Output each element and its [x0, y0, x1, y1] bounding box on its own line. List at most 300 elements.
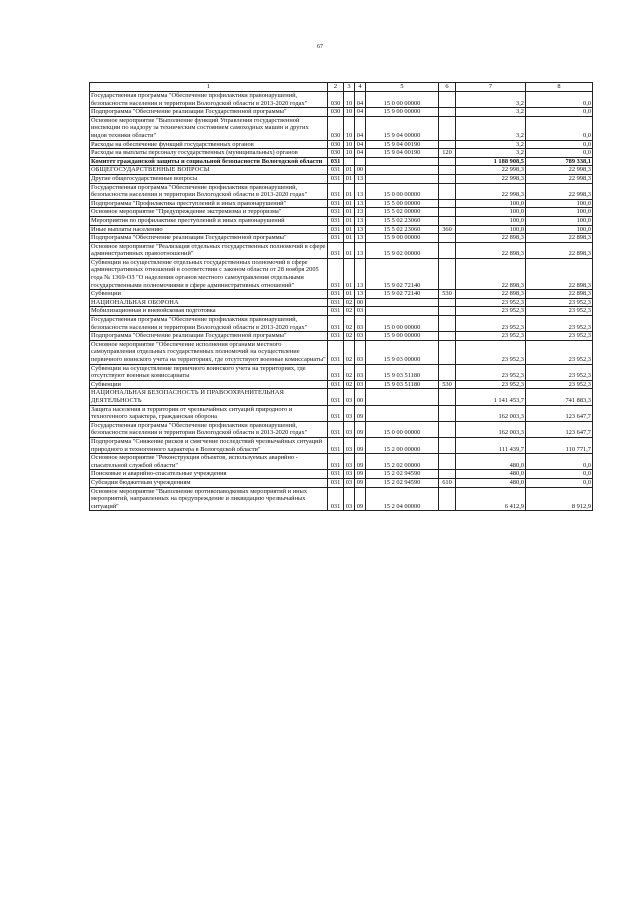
amount-year-2: 100,0 — [526, 216, 593, 225]
admin-code: 030 — [328, 92, 344, 108]
section-code: 03 — [344, 470, 355, 479]
target-article-code: 15 9 00 00000 — [366, 108, 439, 117]
table-row — [90, 316, 593, 332]
expense-type-code — [439, 108, 456, 117]
expense-type-code — [439, 421, 456, 437]
section-code: 03 — [344, 454, 355, 470]
amount-year-1: 100,0 — [456, 208, 526, 217]
amount-year-2: 100,0 — [526, 199, 593, 208]
table-row — [90, 437, 593, 453]
table-row — [90, 149, 593, 158]
row-name: Подпрограмма "Обеспечение реализации Государственной программы" — [90, 234, 328, 243]
row-name: Субвенции — [90, 290, 328, 299]
expense-type-code — [439, 166, 456, 175]
amount-year-1: 23 952,3 — [456, 298, 526, 307]
row-name: Комитет гражданской защиты и социальной безопасности Вологодской области — [90, 157, 328, 166]
amount-year-1: 162 003,3 — [456, 405, 526, 421]
amount-year-2: 0,0 — [526, 108, 593, 117]
section-code: 01 — [344, 234, 355, 243]
row-name: Государственная программа "Обеспечение профилактики правонарушений, безопасности населения и территории Вологодской области в 2013-2020 годах" — [90, 316, 328, 332]
row-name: Субвенции на осуществление первичного воинского учета на территориях, где отсутствуют военные комиссариаты — [90, 364, 328, 380]
amount-year-2: 23 952,3 — [526, 332, 593, 341]
amount-year-2: 22 898,3 — [526, 242, 593, 258]
subsection-code: 03 — [355, 332, 366, 341]
amount-year-1: 1 188 908,5 — [456, 157, 526, 166]
section-code: 10 — [344, 149, 355, 158]
column-header-4: 4 — [355, 83, 366, 92]
column-header-3: 3 — [344, 83, 355, 92]
admin-code: 030 — [328, 116, 344, 140]
expense-type-code — [439, 470, 456, 479]
admin-code: 031 — [328, 340, 344, 364]
amount-year-2: 0,0 — [526, 470, 593, 479]
target-article-code: 15 5 00 00000 — [366, 199, 439, 208]
amount-year-2: 23 952,3 — [526, 316, 593, 332]
row-name: Поисковые и аварийно-спасательные учреждения — [90, 470, 328, 479]
header-row — [90, 83, 593, 92]
admin-code: 031 — [328, 174, 344, 183]
admin-code: 031 — [328, 316, 344, 332]
amount-year-1: 22 898,3 — [456, 242, 526, 258]
expense-type-code — [439, 183, 456, 199]
target-article-code — [366, 157, 439, 166]
expense-type-code — [439, 92, 456, 108]
amount-year-1: 22 898,3 — [456, 258, 526, 289]
section-code: 01 — [344, 183, 355, 199]
table-row — [90, 332, 593, 341]
subsection-code: 13 — [355, 258, 366, 289]
expense-type-code — [439, 140, 456, 149]
amount-year-1: 22 998,3 — [456, 183, 526, 199]
amount-year-2: 789 338,1 — [526, 157, 593, 166]
subsection-code: 04 — [355, 140, 366, 149]
target-article-code — [366, 166, 439, 175]
row-name: Государственная программа "Обеспечение профилактики правонарушений, безопасности населения и территории Вологодской области в 2013-2020 годах" — [90, 183, 328, 199]
section-code: 10 — [344, 92, 355, 108]
subsection-code: 04 — [355, 149, 366, 158]
expense-type-code: 610 — [439, 478, 456, 487]
amount-year-2: 741 883,3 — [526, 389, 593, 405]
amount-year-1: 3,2 — [456, 116, 526, 140]
admin-code: 031 — [328, 332, 344, 341]
subsection-code: 09 — [355, 421, 366, 437]
section-code: 02 — [344, 298, 355, 307]
subsection-code: 13 — [355, 234, 366, 243]
admin-code: 031 — [328, 421, 344, 437]
column-header-6: 6 — [439, 83, 456, 92]
subsection-code: 13 — [355, 216, 366, 225]
table-row — [90, 92, 593, 108]
expense-type-code — [439, 242, 456, 258]
subsection-code: 13 — [355, 199, 366, 208]
target-article-code: 15 2 00 00000 — [366, 437, 439, 453]
expense-type-code — [439, 454, 456, 470]
amount-year-1: 23 952,3 — [456, 340, 526, 364]
amount-year-1: 480,0 — [456, 478, 526, 487]
target-article-code: 15 5 02 00000 — [366, 208, 439, 217]
table-row — [90, 234, 593, 243]
target-article-code — [366, 307, 439, 316]
target-article-code — [366, 405, 439, 421]
amount-year-1: 100,0 — [456, 199, 526, 208]
amount-year-2: 22 998,3 — [526, 174, 593, 183]
row-name: Подпрограмма "Профилактика преступлений и иных правонарушений" — [90, 199, 328, 208]
target-article-code: 15 0 00 00000 — [366, 421, 439, 437]
target-article-code: 15 2 02 94590 — [366, 470, 439, 479]
admin-code: 031 — [328, 478, 344, 487]
section-code: 01 — [344, 290, 355, 299]
table-row — [90, 307, 593, 316]
section-code: 01 — [344, 258, 355, 289]
amount-year-1: 23 952,3 — [456, 307, 526, 316]
table-row — [90, 421, 593, 437]
section-code — [344, 157, 355, 166]
admin-code: 031 — [328, 208, 344, 217]
target-article-code — [366, 174, 439, 183]
section-code: 01 — [344, 174, 355, 183]
amount-year-2: 22 898,3 — [526, 258, 593, 289]
row-name: Основное мероприятие "Реконструкция объектов, используемых аварийно - спасательной службой области" — [90, 454, 328, 470]
amount-year-1: 480,0 — [456, 454, 526, 470]
amount-year-2: 0,0 — [526, 116, 593, 140]
expense-type-code: 530 — [439, 290, 456, 299]
subsection-code: 00 — [355, 389, 366, 405]
table-row — [90, 183, 593, 199]
subsection-code: 13 — [355, 242, 366, 258]
admin-code: 031 — [328, 199, 344, 208]
section-code: 01 — [344, 225, 355, 234]
amount-year-2: 22 998,3 — [526, 183, 593, 199]
subsection-code: 09 — [355, 437, 366, 453]
target-article-code: 15 9 02 00000 — [366, 242, 439, 258]
target-article-code: 15 2 04 00000 — [366, 487, 439, 511]
target-article-code: 15 9 04 00190 — [366, 149, 439, 158]
expense-type-code — [439, 316, 456, 332]
admin-code: 031 — [328, 380, 344, 389]
row-name: Субсидии бюджетным учреждениям — [90, 478, 328, 487]
amount-year-1: 480,0 — [456, 470, 526, 479]
subsection-code: 09 — [355, 487, 366, 511]
amount-year-2: 22 898,3 — [526, 234, 593, 243]
amount-year-2: 0,0 — [526, 454, 593, 470]
row-name: НАЦИОНАЛЬНАЯ БЕЗОПАСНОСТЬ И ПРАВООХРАНИТЕЛЬНАЯ ДЕЯТЕЛЬНОСТЬ — [90, 389, 328, 405]
table-row — [90, 108, 593, 117]
amount-year-2: 0,0 — [526, 92, 593, 108]
amount-year-1: 100,0 — [456, 225, 526, 234]
table-row — [90, 340, 593, 364]
subsection-code: 04 — [355, 108, 366, 117]
subsection-code: 09 — [355, 405, 366, 421]
expense-type-code: 360 — [439, 225, 456, 234]
row-name: Расходы на обеспечение функций государственных органов — [90, 140, 328, 149]
admin-code: 031 — [328, 290, 344, 299]
admin-code: 031 — [328, 225, 344, 234]
admin-code: 031 — [328, 389, 344, 405]
target-article-code: 15 9 04 00190 — [366, 140, 439, 149]
column-header-2: 2 — [328, 83, 344, 92]
row-name: Субвенции — [90, 380, 328, 389]
subsection-code: 09 — [355, 470, 366, 479]
target-article-code: 15 9 03 51180 — [366, 380, 439, 389]
amount-year-2: 23 952,3 — [526, 307, 593, 316]
target-article-code — [366, 389, 439, 405]
amount-year-1: 3,2 — [456, 140, 526, 149]
amount-year-2: 23 952,3 — [526, 380, 593, 389]
row-name: Основное мероприятие "Выполнение противопаводковых мероприятий и иных мероприятий, направленных на предупреждение и ликвидацию чрезвычайных ситуаций" — [90, 487, 328, 511]
amount-year-1: 3,2 — [456, 92, 526, 108]
target-article-code: 15 9 02 72140 — [366, 258, 439, 289]
expense-type-code — [439, 116, 456, 140]
subsection-code: 13 — [355, 208, 366, 217]
amount-year-1: 6 412,9 — [456, 487, 526, 511]
admin-code: 031 — [328, 307, 344, 316]
amount-year-1: 111 439,7 — [456, 437, 526, 453]
target-article-code: 15 9 00 00000 — [366, 332, 439, 341]
table-row — [90, 290, 593, 299]
subsection-code: 03 — [355, 340, 366, 364]
admin-code: 031 — [328, 258, 344, 289]
subsection-code: 03 — [355, 364, 366, 380]
row-name: Расходы на выплаты персоналу государственных (муниципальных) органов — [90, 149, 328, 158]
budget-table — [89, 82, 593, 511]
section-code: 02 — [344, 364, 355, 380]
amount-year-2: 100,0 — [526, 225, 593, 234]
section-code: 02 — [344, 332, 355, 341]
amount-year-2: 8 912,9 — [526, 487, 593, 511]
column-header-8: 8 — [526, 83, 593, 92]
target-article-code: 15 5 02 23060 — [366, 216, 439, 225]
row-name: Защита населения и территории от чрезвычайных ситуаций природного и техногенного характера, гражданская оборона — [90, 405, 328, 421]
section-code: 10 — [344, 116, 355, 140]
section-code: 01 — [344, 166, 355, 175]
amount-year-2: 23 952,3 — [526, 298, 593, 307]
expense-type-code — [439, 307, 456, 316]
admin-code: 031 — [328, 364, 344, 380]
table-row — [90, 298, 593, 307]
admin-code: 031 — [328, 437, 344, 453]
target-article-code — [366, 298, 439, 307]
section-code: 01 — [344, 199, 355, 208]
page-number: 67 — [317, 44, 323, 50]
subsection-code: 00 — [355, 166, 366, 175]
section-code: 03 — [344, 421, 355, 437]
admin-code: 030 — [328, 140, 344, 149]
section-code: 02 — [344, 380, 355, 389]
table-row — [90, 364, 593, 380]
amount-year-1: 1 141 453,7 — [456, 389, 526, 405]
amount-year-1: 22 898,3 — [456, 234, 526, 243]
expense-type-code — [439, 437, 456, 453]
admin-code: 031 — [328, 216, 344, 225]
expense-type-code — [439, 364, 456, 380]
admin-code: 031 — [328, 298, 344, 307]
section-code: 03 — [344, 487, 355, 511]
admin-code: 031 — [328, 487, 344, 511]
subsection-code: 00 — [355, 298, 366, 307]
subsection-code: 04 — [355, 116, 366, 140]
admin-code: 031 — [328, 157, 344, 166]
row-name: Основное мероприятие "Обеспечение исполнения органами местного самоуправления отдельных государственных полномочий на осуществление первичного воинского учета на территориях, где отсутствуют военные комиссариаты" — [91, 340, 326, 363]
subsection-code: 04 — [355, 92, 366, 108]
row-name: Государственная программа "Обеспечение профилактики правонарушений, безопасности населения и территории Вологодской области в 2013-2020 годах" — [90, 92, 328, 108]
expense-type-code — [439, 216, 456, 225]
admin-code: 031 — [328, 454, 344, 470]
amount-year-1: 22 998,3 — [456, 166, 526, 175]
expense-type-code: 530 — [439, 380, 456, 389]
expense-type-code — [439, 234, 456, 243]
table-row — [90, 199, 593, 208]
section-code: 03 — [344, 389, 355, 405]
target-article-code: 15 9 00 00000 — [366, 234, 439, 243]
row-name: НАЦИОНАЛЬНАЯ ОБОРОНА — [90, 298, 328, 307]
section-code: 03 — [344, 405, 355, 421]
section-code: 01 — [344, 208, 355, 217]
column-header-7: 7 — [456, 83, 526, 92]
amount-year-2: 0,0 — [526, 149, 593, 158]
amount-year-2: 0,0 — [526, 478, 593, 487]
amount-year-1: 3,2 — [456, 149, 526, 158]
amount-year-2: 110 771,7 — [526, 437, 593, 453]
section-code: 02 — [344, 316, 355, 332]
table-row — [90, 116, 593, 140]
section-code: 01 — [344, 216, 355, 225]
amount-year-1: 23 952,3 — [456, 364, 526, 380]
expense-type-code — [439, 340, 456, 364]
amount-year-1: 22 898,3 — [456, 290, 526, 299]
amount-year-2: 0,0 — [526, 140, 593, 149]
table-row — [90, 242, 593, 258]
target-article-code: 15 9 04 00000 — [366, 116, 439, 140]
row-name: Подпрограмма "Снижение рисков и смягчение последствий чрезвычайных ситуаций природного и техногенного характера в Вологодской области" — [90, 437, 328, 453]
row-name: Мобилизационная и вневойсковая подготовка — [90, 307, 328, 316]
admin-code: 031 — [328, 470, 344, 479]
subsection-code: 13 — [355, 183, 366, 199]
section-code: 03 — [344, 478, 355, 487]
amount-year-2: 23 952,3 — [526, 340, 593, 364]
row-name: ОБЩЕГОСУДАРСТВЕННЫЕ ВОПРОСЫ — [90, 166, 328, 175]
column-header-5: 5 — [366, 83, 439, 92]
amount-year-1: 100,0 — [456, 216, 526, 225]
subsection-code: 13 — [355, 225, 366, 234]
subsection-code: 13 — [355, 290, 366, 299]
section-code: 10 — [344, 108, 355, 117]
amount-year-2: 22 898,3 — [526, 290, 593, 299]
row-name: Государственная программа "Обеспечение профилактики правонарушений, безопасности населения и территории Вологодской области в 2013-2020 годах" — [90, 421, 328, 437]
expense-type-code — [439, 199, 456, 208]
admin-code: 031 — [328, 183, 344, 199]
admin-code: 031 — [328, 405, 344, 421]
table-row — [90, 389, 593, 405]
table-row — [90, 380, 593, 389]
row-name: Субвенции на осуществление отдельных государственных полномочий в сфере административных отношений в соответствии с законом области от 28 ноября 2005 года № 1369-ОЗ "О наделении органов местного самоуправления отдельными государственными полномочиями в сфере административных отношений" — [90, 258, 328, 289]
table-row — [90, 157, 593, 166]
section-code: 02 — [344, 307, 355, 316]
target-article-code: 15 5 02 23060 — [366, 225, 439, 234]
expense-type-code — [439, 332, 456, 341]
amount-year-1: 162 003,3 — [456, 421, 526, 437]
table-row — [90, 208, 593, 217]
target-article-code: 15 2 02 94590 — [366, 478, 439, 487]
section-code: 10 — [344, 140, 355, 149]
row-name: Основное мероприятие "Реализация отдельных государственных полномочий в сфере административных правоотношений" — [90, 242, 328, 258]
row-name: Подпрограмма "Обеспечение реализации Государственной программы" — [90, 332, 328, 341]
expense-type-code: 120 — [439, 149, 456, 158]
amount-year-1: 23 952,3 — [456, 332, 526, 341]
amount-year-2: 123 647,7 — [526, 405, 593, 421]
subsection-code: 13 — [355, 174, 366, 183]
row-name: Основное мероприятие "Выполнение функций Управления государственной инспекции по надзору за техническим состоянием самоходных машин и других видов техники области" — [90, 116, 328, 140]
expense-type-code — [439, 389, 456, 405]
subsection-code — [355, 157, 366, 166]
section-code: 02 — [344, 340, 355, 364]
subsection-code: 03 — [355, 307, 366, 316]
amount-year-2: 22 998,3 — [526, 166, 593, 175]
row-name: Мероприятия по профилактике преступлений и иных правонарушений — [90, 216, 328, 225]
subsection-code: 09 — [355, 454, 366, 470]
admin-code: 031 — [328, 242, 344, 258]
table-row — [90, 216, 593, 225]
table-row — [90, 174, 593, 183]
expense-type-code — [439, 487, 456, 511]
expense-type-code — [439, 174, 456, 183]
admin-code: 031 — [328, 166, 344, 175]
expense-type-code — [439, 157, 456, 166]
row-name: Подпрограмма "Обеспечение реализации Государственной программы" — [90, 108, 328, 117]
amount-year-2: 23 952,3 — [526, 364, 593, 380]
amount-year-2: 100,0 — [526, 208, 593, 217]
subsection-code: 03 — [355, 316, 366, 332]
table-row — [90, 166, 593, 175]
target-article-code: 15 0 00 00000 — [366, 316, 439, 332]
target-article-code: 15 9 03 51180 — [366, 364, 439, 380]
subsection-code: 09 — [355, 478, 366, 487]
table-row — [90, 258, 593, 289]
target-article-code: 15 9 02 72140 — [366, 290, 439, 299]
expense-type-code — [439, 298, 456, 307]
table-row — [90, 405, 593, 421]
table-row — [90, 487, 593, 511]
admin-code: 030 — [328, 149, 344, 158]
expense-type-code — [439, 258, 456, 289]
admin-code: 030 — [328, 108, 344, 117]
table-row — [90, 478, 593, 487]
table-row — [90, 225, 593, 234]
admin-code: 031 — [328, 234, 344, 243]
target-article-code: 15 0 00 00000 — [366, 183, 439, 199]
row-name: Другие общегосударственные вопросы — [90, 174, 328, 183]
row-name: Иные выплаты населению — [90, 225, 328, 234]
table-row — [90, 140, 593, 149]
subsection-code: 03 — [355, 380, 366, 389]
target-article-code: 15 0 00 00000 — [366, 92, 439, 108]
expense-type-code — [439, 405, 456, 421]
table-row — [90, 454, 593, 470]
table-body — [90, 92, 593, 511]
row-name: Основное мероприятие "Предупреждение экстремизма и терроризма" — [90, 208, 328, 217]
amount-year-1: 23 952,3 — [456, 380, 526, 389]
amount-year-1: 22 998,3 — [456, 174, 526, 183]
expense-type-code — [439, 208, 456, 217]
amount-year-1: 3,2 — [456, 108, 526, 117]
amount-year-1: 23 952,3 — [456, 316, 526, 332]
amount-year-2: 123 647,7 — [526, 421, 593, 437]
section-code: 03 — [344, 437, 355, 453]
table-row — [90, 470, 593, 479]
section-code: 01 — [344, 242, 355, 258]
target-article-code: 15 9 03 00000 — [366, 340, 439, 364]
column-header-1: 1 — [90, 83, 328, 92]
target-article-code: 15 2 02 00000 — [366, 454, 439, 470]
